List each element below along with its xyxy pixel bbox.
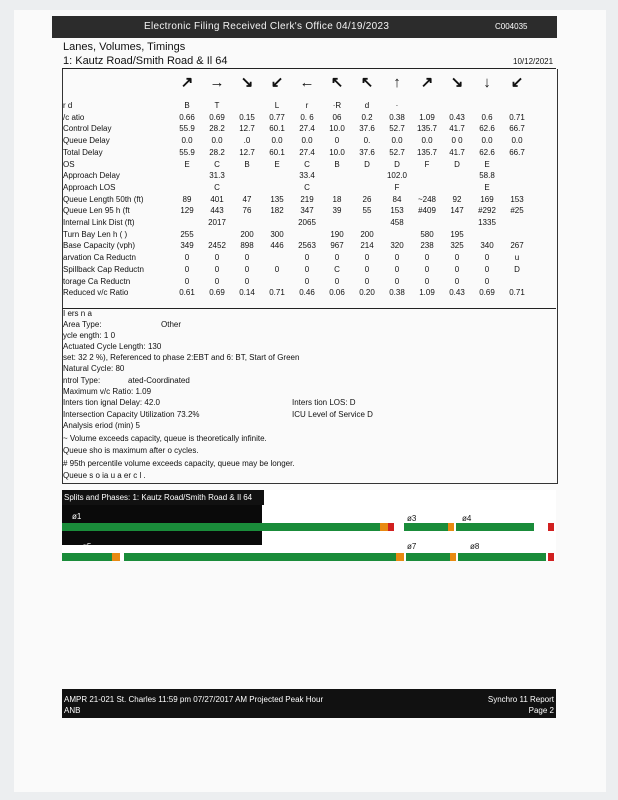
table-cell: 0 — [364, 264, 370, 274]
table-cell: 349 — [180, 241, 194, 251]
table-cell: 37.6 — [359, 124, 375, 134]
row-label: Queue Length 50th (ft) — [63, 194, 144, 204]
row-label: Spillback Cap Reductn — [63, 264, 144, 274]
table-cell: F — [394, 182, 400, 192]
table-cell: 66.7 — [509, 147, 525, 157]
filing-stamp-band — [52, 16, 557, 38]
table-cell: · — [395, 101, 399, 110]
table-cell: 0.0 — [301, 136, 313, 146]
table-cell: 219 — [300, 194, 314, 204]
table-cell: #25 — [510, 206, 524, 216]
table-row — [63, 241, 557, 252]
filing-stamp: Electronic Filing Received Clerk's Office 04/19/2023 — [144, 21, 390, 32]
row-label: Reduced v/c Ratio — [63, 288, 129, 298]
table-cell: 89 — [182, 194, 192, 204]
table-row — [63, 288, 557, 299]
movement-arrow-icon: ↓ — [483, 74, 491, 91]
table-row — [63, 265, 557, 276]
table-cell: 195 — [450, 229, 464, 239]
table-cell: 214 — [360, 241, 374, 251]
note-queue-metered: Queue s o ia u a er c l . — [63, 471, 146, 480]
control-type-label: ntrol Type: — [63, 376, 101, 385]
table-cell: 0.66 — [179, 112, 195, 122]
table-cell: 0.0 — [181, 136, 193, 146]
table-cell: 0.69 — [479, 288, 495, 298]
area-type-label: Area Type: — [63, 320, 102, 329]
table-cell: F — [424, 159, 430, 169]
table-cell: 62.6 — [479, 147, 495, 157]
movement-arrow-icon: ↙ — [510, 74, 524, 91]
table-cell: ·R — [332, 101, 342, 110]
table-cell: 37.6 — [359, 147, 375, 157]
phase-3-label: ø3 — [407, 514, 417, 523]
table-cell: B — [184, 101, 190, 110]
table-cell: 325 — [450, 241, 464, 251]
area-type-value: Other — [161, 320, 182, 329]
row-label: r d — [63, 101, 73, 110]
table-cell: 0.0 — [271, 136, 283, 146]
actuated-cycle: Actuated Cycle Length: 130 — [63, 342, 162, 351]
table-cell: 340 — [480, 241, 494, 251]
table-cell: 0 — [484, 276, 490, 286]
table-cell: 347 — [300, 206, 314, 216]
table-cell: 190 — [330, 229, 344, 239]
table-row — [63, 160, 557, 171]
table-cell: 0.46 — [299, 288, 315, 298]
table-cell: 0. — [363, 136, 371, 146]
table-cell: 27.4 — [299, 124, 315, 134]
table-cell: 267 — [510, 241, 524, 251]
table-cell: D — [454, 159, 460, 169]
row-label: arvation Ca Reductn — [63, 253, 136, 263]
row-label: Control Delay — [63, 124, 112, 134]
table-cell: 0 — [484, 253, 490, 263]
table-cell: 0 — [244, 253, 250, 263]
row-label: Internal Link Dist (ft) — [63, 218, 135, 227]
table-cell: 0 — [364, 276, 370, 286]
row-label: Queue Delay — [63, 136, 110, 146]
table-cell: 1.09 — [419, 112, 435, 122]
table-cell: 320 — [390, 241, 404, 251]
phase-6-yellow — [396, 553, 404, 561]
table-cell: B — [244, 159, 250, 169]
table-cell: C — [334, 264, 340, 274]
table-cell: 443 — [210, 206, 224, 216]
row-label: OS — [63, 159, 75, 169]
table-cell: 0 — [334, 276, 340, 286]
table-cell: 55.9 — [179, 124, 195, 134]
table-cell: 0 — [424, 276, 430, 286]
note-queue-shown: Queue sho is maximum after o cycles. — [63, 446, 199, 455]
footer-software: Synchro 11 Report — [487, 695, 554, 704]
table-cell: .0 — [243, 136, 251, 146]
table-cell: 55 — [362, 206, 372, 216]
table-cell: 0. 6 — [300, 112, 314, 122]
table-cell: 0.0 — [511, 136, 523, 146]
phase-3-green-bar — [404, 523, 448, 531]
table-cell: T — [214, 101, 220, 110]
row-label: Turn Bay Len h ( ) — [63, 229, 128, 239]
table-row — [63, 148, 557, 159]
phase-7-label: ø7 — [407, 542, 417, 551]
table-cell: 0 — [274, 264, 280, 274]
table-cell: 300 — [270, 229, 284, 239]
row-label: /c atio — [63, 112, 85, 122]
table-cell: 18 — [332, 194, 342, 204]
movement-arrow-icon: ↘ — [240, 74, 254, 91]
table-cell: 1.09 — [419, 288, 435, 298]
table-cell: 0.0 — [391, 136, 403, 146]
phase-2-yellow — [380, 523, 388, 531]
phase-1-label: ø1 — [72, 512, 82, 521]
table-cell: r — [305, 101, 309, 110]
table-cell: 169 — [480, 194, 494, 204]
table-cell: u — [514, 253, 520, 263]
document-id: C004035 — [495, 22, 528, 31]
summary-heading: I ers n a — [63, 309, 92, 318]
table-cell: D — [514, 264, 520, 274]
table-cell: 84 — [392, 194, 402, 204]
table-cell: 41.7 — [449, 147, 465, 157]
table-cell: 0.6 — [481, 112, 493, 122]
table-cell: 10.0 — [329, 147, 345, 157]
phase-2-green-bar — [62, 523, 380, 531]
table-cell: 33.4 — [299, 171, 315, 181]
table-row — [63, 218, 557, 229]
phase-4-label: ø4 — [462, 514, 472, 523]
table-cell: 200 — [240, 229, 254, 239]
table-cell: 06 — [332, 112, 342, 122]
table-cell: 0 — [214, 264, 220, 274]
table-row — [63, 253, 557, 264]
table-cell: 0 — [424, 264, 430, 274]
intersection-los: Inters tion LOS: D — [292, 398, 356, 407]
table-cell: 135.7 — [416, 147, 438, 157]
table-cell: 2017 — [208, 218, 226, 227]
table-cell: 2563 — [298, 241, 316, 251]
table-cell: 2065 — [298, 218, 316, 227]
table-cell: C — [304, 159, 310, 169]
table-cell: 255 — [180, 229, 194, 239]
table-cell: C — [304, 182, 310, 192]
table-cell: 58.8 — [479, 171, 495, 181]
phase-7-yellow — [450, 553, 456, 561]
natural-cycle: Natural Cycle: 80 — [63, 364, 125, 373]
table-cell: 0 — [334, 253, 340, 263]
table-cell: 0 — [364, 253, 370, 263]
table-cell: E — [184, 159, 190, 169]
table-cell: 0.06 — [329, 288, 345, 298]
phase-6-green-bar — [124, 553, 396, 561]
table-cell: 0 — [394, 253, 400, 263]
table-cell: 55.9 — [179, 147, 195, 157]
row-label: Approach LOS — [63, 182, 116, 192]
table-cell: 0 — [184, 253, 190, 263]
phase-8-red — [548, 553, 554, 561]
movement-arrow-icon: ↖ — [330, 74, 344, 91]
intersection-title: 1: Kautz Road/Smith Road & Il 64 — [63, 55, 228, 67]
table-cell: 0.0 — [421, 136, 433, 146]
row-label: Queue Len 95 h (ft — [63, 206, 130, 216]
report-title: Lanes, Volumes, Timings — [63, 41, 186, 53]
movement-arrow-icon: ↗ — [180, 74, 194, 91]
table-cell: 401 — [210, 194, 224, 204]
movement-arrow-icon: → — [209, 74, 225, 91]
table-cell: 52.7 — [389, 147, 405, 157]
table-cell: 62.6 — [479, 124, 495, 134]
table-cell: 458 — [390, 218, 404, 227]
table-cell: 0 — [244, 276, 250, 286]
table-row — [63, 277, 557, 288]
table-cell: 580 — [420, 229, 434, 239]
table-cell: 0 — [484, 264, 490, 274]
note-volume-capacity: ~ Volume exceeds capacity, queue is theoretically infinite. — [63, 434, 267, 443]
note-95th: # 95th percentile volume exceeds capacity, queue may be longer. — [63, 459, 295, 468]
table-cell: 0.38 — [389, 288, 405, 298]
table-cell: 0.0 — [211, 136, 223, 146]
movement-arrow-icon: ↗ — [420, 74, 434, 91]
table-cell: 1335 — [478, 218, 496, 227]
table-cell: 26 — [362, 194, 372, 204]
table-row — [63, 136, 557, 147]
table-cell: B — [334, 159, 340, 169]
report-footer — [62, 689, 556, 718]
table-cell: 0.43 — [449, 288, 465, 298]
table-cell: 200 — [360, 229, 374, 239]
max-vc-ratio: Maximum v/c Ratio: 1.09 — [63, 387, 152, 396]
row-label: Base Capacity (vph) — [63, 241, 136, 251]
table-cell: 967 — [330, 241, 344, 251]
phase-3-yellow — [448, 523, 454, 531]
movement-arrow-icon: ↘ — [450, 74, 464, 91]
offset-text: set: 32 2 %), Referenced to phase 2:EBT and 6: BT, Start of Green — [63, 353, 300, 362]
phase-7-green-bar — [406, 553, 450, 561]
table-row — [63, 124, 557, 135]
table-cell: 28.2 — [209, 147, 225, 157]
table-cell: 92 — [452, 194, 462, 204]
phase-5-label: ø5 — [82, 542, 92, 551]
table-cell: 76 — [242, 206, 252, 216]
table-cell: 0 — [304, 253, 310, 263]
table-cell: 28.2 — [209, 124, 225, 134]
table-cell: 0.38 — [389, 112, 405, 122]
table-cell: 0.2 — [361, 112, 373, 122]
table-cell: 446 — [270, 241, 284, 251]
table-cell: 39 — [332, 206, 342, 216]
table-cell: 0.0 — [481, 136, 493, 146]
table-cell: 0 — [394, 276, 400, 286]
table-cell: 135 — [270, 194, 284, 204]
table-cell: 0.20 — [359, 288, 375, 298]
cycle-length: ycle ength: 1 0 — [63, 331, 116, 340]
table-cell: d — [364, 101, 370, 110]
phase-5-green-bar — [62, 553, 112, 561]
table-cell: 0 — [304, 264, 310, 274]
summary-rule — [62, 308, 556, 309]
table-cell: 135.7 — [416, 124, 438, 134]
table-cell: 0 — [184, 276, 190, 286]
table-cell: 0 — [214, 253, 220, 263]
table-row — [63, 183, 557, 194]
table-cell: #292 — [478, 206, 496, 216]
table-cell: E — [484, 182, 490, 192]
phase-8-label: ø8 — [470, 542, 480, 551]
table-cell: 0.15 — [239, 112, 255, 122]
table-row — [63, 195, 557, 206]
table-cell: 147 — [450, 206, 464, 216]
table-row — [63, 171, 557, 182]
movement-arrow-icon: ↖ — [360, 74, 374, 91]
table-cell: 0.77 — [269, 112, 285, 122]
table-cell: E — [274, 159, 280, 169]
splits-phases-diagram — [62, 490, 556, 560]
table-cell: 47 — [242, 194, 252, 204]
phase-4-red — [548, 523, 554, 531]
table-cell: 0.71 — [509, 288, 525, 298]
table-cell: 0 — [454, 276, 460, 286]
table-row — [63, 101, 557, 112]
table-cell: 60.1 — [269, 147, 285, 157]
movement-arrow-icon: ↙ — [270, 74, 284, 91]
table-cell: D — [394, 159, 400, 169]
table-cell: 102.0 — [386, 171, 408, 181]
table-cell: 238 — [420, 241, 434, 251]
table-cell: 153 — [390, 206, 404, 216]
splits-title: Splits and Phases: 1: Kautz Road/Smith Road & Il 64 — [62, 490, 264, 505]
table-cell: 182 — [270, 206, 284, 216]
table-cell: 41.7 — [449, 124, 465, 134]
table-cell: #409 — [418, 206, 436, 216]
table-cell: 0.71 — [509, 112, 525, 122]
table-cell: 0.61 — [179, 288, 195, 298]
table-cell: 31.3 — [209, 171, 225, 181]
analysis-period: Analysis eriod (min) 5 — [63, 421, 140, 430]
table-cell: 27.4 — [299, 147, 315, 157]
table-cell: 0 0 — [451, 136, 463, 146]
table-cell: 10.0 — [329, 124, 345, 134]
footer-initials: ANB — [64, 706, 81, 715]
table-cell: 0 — [454, 264, 460, 274]
table-cell: 52.7 — [389, 124, 405, 134]
table-cell: 0 — [214, 276, 220, 286]
table-cell: 0 — [424, 253, 430, 263]
icu-los: ICU Level of Service D — [292, 410, 373, 419]
table-cell: 2452 — [208, 241, 226, 251]
phase-8-green-bar — [458, 553, 546, 561]
table-cell: E — [484, 159, 490, 169]
table-cell: 0.14 — [239, 288, 255, 298]
movement-arrow-icon: ↑ — [393, 74, 401, 91]
table-cell: 0 — [244, 264, 250, 274]
table-cell: C — [214, 182, 220, 192]
table-cell: 0 — [304, 276, 310, 286]
table-cell: C — [214, 159, 220, 169]
table-row — [63, 113, 557, 124]
table-cell: 898 — [240, 241, 254, 251]
table-cell: 60.1 — [269, 124, 285, 134]
footer-page: Page 2 — [528, 706, 554, 715]
movement-arrow-icon: ← — [299, 74, 315, 91]
table-row — [63, 230, 557, 241]
control-type-value: ated-Coordinated — [128, 376, 190, 385]
table-cell: 66.7 — [509, 124, 525, 134]
table-cell: ~248 — [417, 194, 437, 204]
phase-5-yellow — [112, 553, 120, 561]
table-row — [63, 206, 557, 217]
table-cell: 0 — [454, 253, 460, 263]
table-cell: D — [364, 159, 370, 169]
footer-project: AMPR 21-021 St. Charles 11:59 pm 07/27/2017 AM Projected Peak Hour — [64, 695, 324, 704]
table-cell: 0.43 — [449, 112, 465, 122]
table-cell: L — [274, 101, 280, 110]
table-cell: 0 — [184, 264, 190, 274]
table-cell: 153 — [510, 194, 524, 204]
report-date: 10/12/2021 — [513, 57, 554, 66]
table-cell: 12.7 — [239, 147, 255, 157]
table-cell: 12.7 — [239, 124, 255, 134]
table-cell: 129 — [180, 206, 194, 216]
phase-4-green-bar — [456, 523, 534, 531]
table-cell: 0 — [334, 136, 340, 146]
phase-2-red — [388, 523, 394, 531]
row-label: Approach Delay — [63, 171, 120, 181]
table-cell: 0.69 — [209, 112, 225, 122]
row-label: torage Ca Reductn — [63, 276, 131, 286]
signal-delay: Inters tion ignal Delay: 42.0 — [63, 398, 160, 407]
table-cell: 0.71 — [269, 288, 285, 298]
row-label: Total Delay — [63, 147, 103, 157]
icu-utilization: Intersection Capacity Utilization 73.2% — [63, 410, 200, 419]
table-cell: 0.69 — [209, 288, 225, 298]
table-cell: 0 — [394, 264, 400, 274]
